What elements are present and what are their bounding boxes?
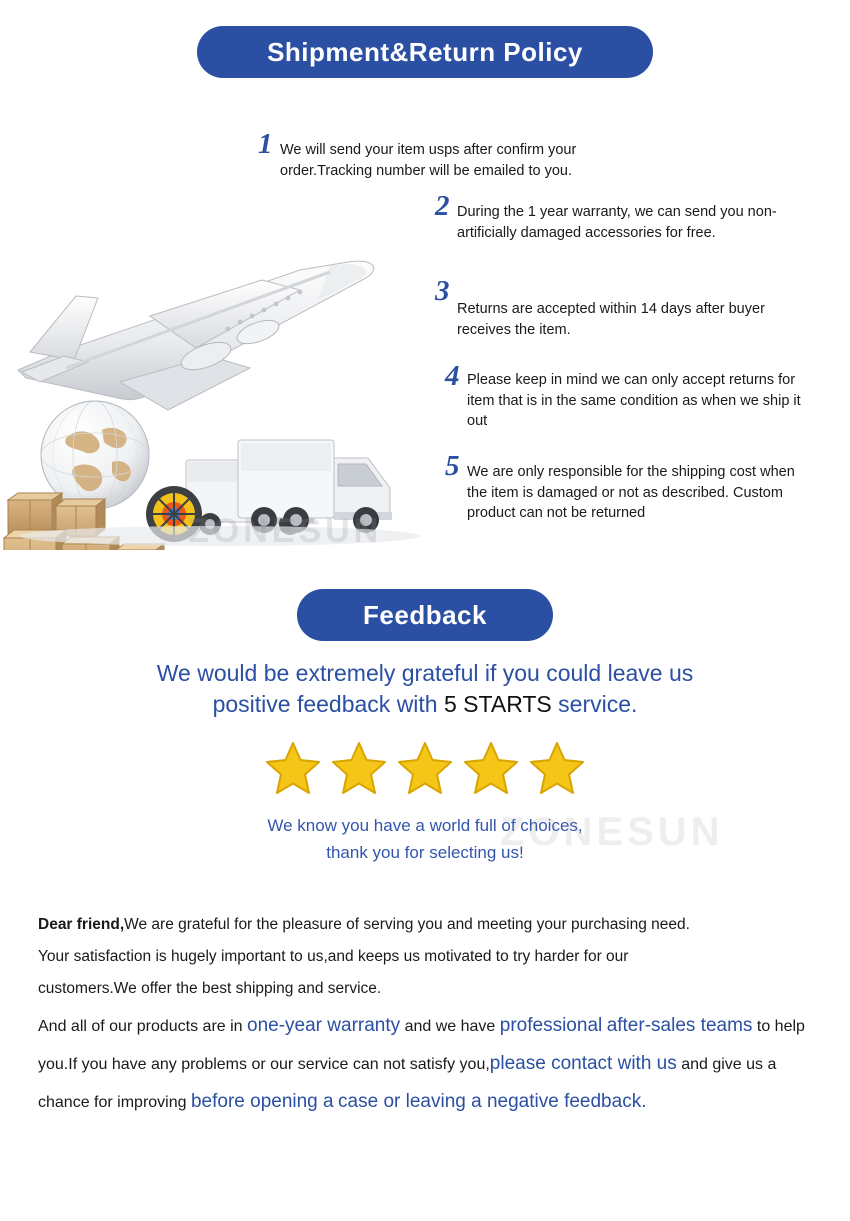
airplane-icon xyxy=(18,261,374,410)
letter-salutation: Dear friend, xyxy=(38,916,125,933)
shipment-policy-title: Shipment&Return Policy xyxy=(267,36,583,67)
letter-paragraph-2: Your satisfaction is hugely important to us,and keeps us motivated to try harder for our xyxy=(38,948,629,966)
policy-number-3: 3 xyxy=(435,275,450,307)
policy-text-5: We are only responsible for the shipping cost when the item is damaged or not as described. Custom product can not be returned xyxy=(467,464,795,522)
feedback-headline-part-a: We would be extremely grateful if you could leave us xyxy=(156,660,694,686)
policy-text-2: During the 1 year warranty, we can send you non-artificially damaged accessories for free. xyxy=(457,204,777,241)
star-icon-1 xyxy=(264,740,322,796)
policy-text-3: Returns are accepted within 14 days after buyer receives the item. xyxy=(457,301,765,338)
feedback-headline xyxy=(0,658,850,720)
watermark-zonesun-bottom: ZONESUN xyxy=(500,810,724,854)
policy-number-5: 5 xyxy=(445,450,460,482)
feedback-headline-part-c: service. xyxy=(558,691,638,718)
feedback-title-pill xyxy=(297,589,553,641)
cargo-truck-icon xyxy=(238,440,392,533)
star-icon-5 xyxy=(528,740,586,796)
letter-paragraph-1 xyxy=(38,910,818,940)
feedback-closing-line1: We know you have a world full of choices, xyxy=(267,816,583,835)
shipping-illustration-graphic xyxy=(0,120,440,550)
shipment-policy-section xyxy=(0,100,850,550)
policy-number-1: 1 xyxy=(258,128,273,160)
star-rating xyxy=(0,740,850,796)
policy-number-2: 2 xyxy=(435,190,450,222)
letter-p6-a: you, xyxy=(459,1055,490,1073)
letter-paragraph-4 xyxy=(38,1007,818,1121)
letter-p4-a: And all of our products are in xyxy=(38,1017,243,1035)
letter-paragraph-3: customers.We offer the best shipping and service. xyxy=(38,980,382,998)
letter-p6-b: and give us a chance for improving xyxy=(38,1055,777,1111)
letter-p1-rest: We are grateful for the pleasure of serving you and meeting your purchasing need. xyxy=(124,916,690,933)
letter-highlight-contact-us: please contact with us xyxy=(489,1052,677,1074)
letter-highlight-warranty: one-year warranty xyxy=(247,1014,401,1036)
policy-text-1: We will send your item usps after confirm your order.Tracking number will be emailed to you. xyxy=(280,142,577,179)
feedback-headline-part-b: positive feedback with xyxy=(212,691,438,718)
letter-highlight-case-negative: case or leaving a negative feedback. xyxy=(338,1090,647,1112)
feedback-stars-highlight: 5 STARTS xyxy=(443,691,552,718)
shipping-illustration xyxy=(0,120,440,550)
letter-highlight-before-opening: before opening a xyxy=(190,1090,334,1112)
shipment-policy-title-pill xyxy=(197,26,653,78)
feedback-closing-line2: thank you for selecting us! xyxy=(326,843,524,863)
feedback-closing xyxy=(0,812,850,866)
letter-p4-b: and we have xyxy=(404,1017,496,1035)
letter-p5-a: to help you.If you have any problems or our service can not satisfy xyxy=(38,1017,805,1073)
watermark-zonesun-top: ZONESUN xyxy=(188,512,383,550)
feedback-headline-line2 xyxy=(0,689,850,720)
letter-highlight-after-sales: after-sales teams xyxy=(606,1014,753,1036)
star-icon-4 xyxy=(462,740,520,796)
letter-highlight-professional: professional xyxy=(499,1014,603,1036)
thank-you-letter xyxy=(38,910,818,1123)
star-icon-3 xyxy=(396,740,454,796)
star-icon-2 xyxy=(330,740,388,796)
feedback-headline-line1 xyxy=(0,658,850,689)
feedback-title: Feedback xyxy=(363,599,487,630)
policy-number-4: 4 xyxy=(445,360,460,392)
policy-text-4: Please keep in mind we can only accept returns for item that is in the same condition as when we ship it out xyxy=(467,372,801,430)
